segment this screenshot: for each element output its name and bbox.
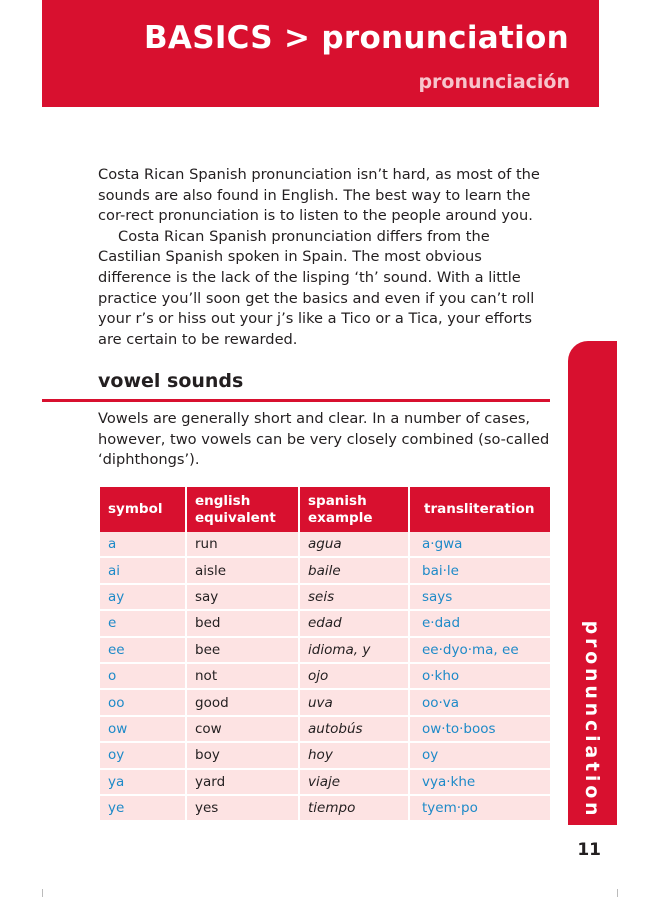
cell-english: yard [186, 769, 299, 795]
cell-symbol: o [100, 663, 186, 689]
header-english-equivalent: english equivalent [186, 487, 299, 532]
cell-transliteration: o·kho [409, 663, 550, 689]
chapter-subtitle: pronunciación [418, 71, 570, 93]
cell-english: say [186, 584, 299, 610]
cell-english: cow [186, 716, 299, 742]
table-row [100, 557, 550, 583]
cell-transliteration: ow·to·boos [409, 716, 550, 742]
table-row [100, 795, 550, 821]
cell-spanish: autobús [299, 716, 409, 742]
cell-transliteration: vya·khe [409, 769, 550, 795]
cell-spanish: seis [299, 584, 409, 610]
intro-text [98, 165, 550, 350]
cell-transliteration: oy [409, 742, 550, 768]
cell-transliteration: ee·dyo·ma, ee [409, 637, 550, 663]
section-divider [42, 399, 550, 402]
cell-transliteration: says [409, 584, 550, 610]
cell-spanish: viaje [299, 769, 409, 795]
table-row [100, 610, 550, 636]
vowel-table [100, 487, 550, 822]
cell-english: bee [186, 637, 299, 663]
intro-paragraph-2: Costa Rican Spanish pronunciation differs from the Castilian Spanish spoken in Spain. The most obvious difference is the lack of the lisping ‘th’ sound. With a little practice you’ll soon get the basics and even if you can’t roll your r’s or hiss out your j’s like a Tico or a Tica, your efforts are certain to be rewarded. [98, 227, 535, 348]
cell-transliteration: oo·va [409, 689, 550, 715]
cell-symbol: oy [100, 742, 186, 768]
cell-transliteration: a·gwa [409, 532, 550, 557]
cell-transliteration: bai·le [409, 557, 550, 583]
table-row [100, 584, 550, 610]
header-transliteration: transliteration [409, 487, 550, 532]
cell-transliteration: e·dad [409, 610, 550, 636]
table-row [100, 532, 550, 557]
cell-spanish: hoy [299, 742, 409, 768]
cell-spanish: ojo [299, 663, 409, 689]
cell-spanish: idioma, y [299, 637, 409, 663]
cell-symbol: oo [100, 689, 186, 715]
crop-mark-right [617, 889, 618, 897]
section-intro [98, 409, 550, 471]
table-row [100, 769, 550, 795]
cell-symbol: ye [100, 795, 186, 821]
table-row [100, 742, 550, 768]
chapter-title: BASICS > pronunciation [143, 20, 569, 56]
cell-spanish: baile [299, 557, 409, 583]
cell-english: run [186, 532, 299, 557]
section-intro-text: Vowels are generally short and clear. In a number of cases, however, two vowels can be very closely combined (so-called ‘diphthongs’). [98, 410, 550, 469]
header-symbol: symbol [100, 487, 186, 532]
cell-english: good [186, 689, 299, 715]
crop-mark-left [42, 889, 43, 897]
intro-paragraph-1: Costa Rican Spanish pronunciation isn’t hard, as most of the sounds are also found in English. The best way to learn the cor-rect pronunciation is to listen to the people around you. [98, 166, 540, 225]
cell-transliteration: tyem·po [409, 795, 550, 821]
cell-spanish: uva [299, 689, 409, 715]
table-row [100, 689, 550, 715]
table-row [100, 716, 550, 742]
cell-english: not [186, 663, 299, 689]
header-spanish-example: spanish example [299, 487, 409, 532]
page-number: 11 [577, 840, 601, 860]
cell-symbol: a [100, 532, 186, 557]
table-row [100, 637, 550, 663]
chapter-header [42, 0, 599, 107]
cell-spanish: edad [299, 610, 409, 636]
cell-symbol: ay [100, 584, 186, 610]
cell-symbol: ya [100, 769, 186, 795]
cell-english: yes [186, 795, 299, 821]
cell-spanish: tiempo [299, 795, 409, 821]
cell-english: boy [186, 742, 299, 768]
side-tab-label: pronunciation [581, 620, 603, 820]
cell-english: bed [186, 610, 299, 636]
cell-symbol: e [100, 610, 186, 636]
cell-symbol: ow [100, 716, 186, 742]
cell-english: aisle [186, 557, 299, 583]
table-header-row [100, 487, 550, 532]
cell-symbol: ai [100, 557, 186, 583]
cell-spanish: agua [299, 532, 409, 557]
table-row [100, 663, 550, 689]
section-heading: vowel sounds [98, 370, 244, 392]
cell-symbol: ee [100, 637, 186, 663]
